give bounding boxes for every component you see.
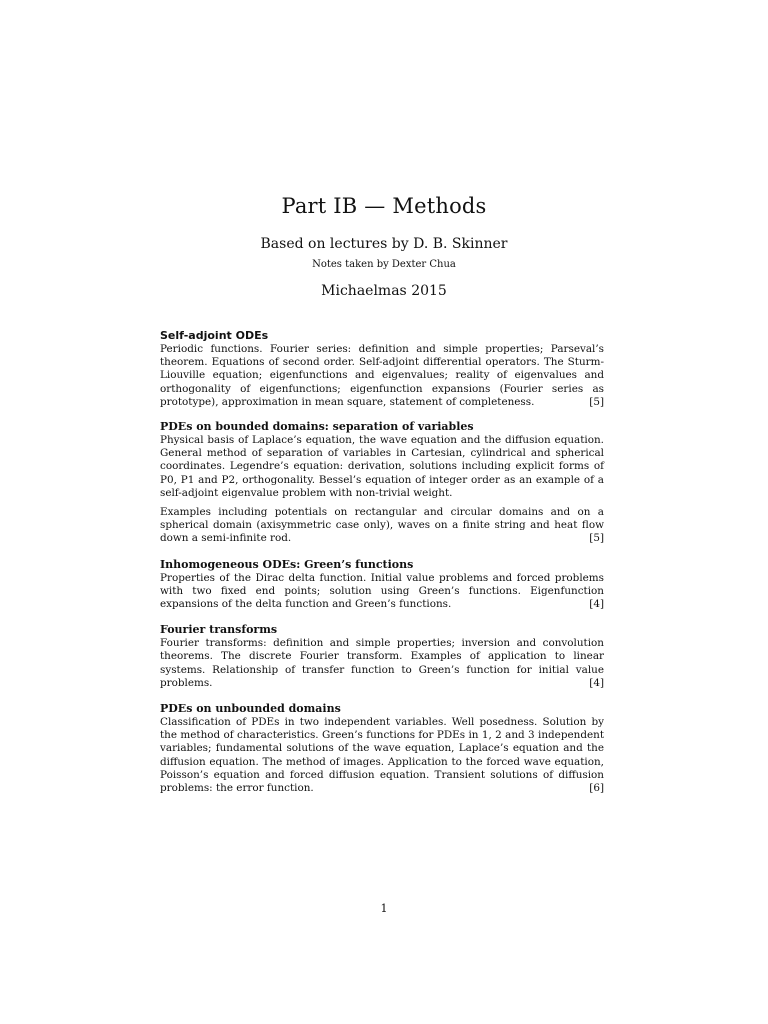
- notes-author-line: Notes taken by Dexter Chua: [312, 259, 456, 270]
- section-heading: Self-adjoint ODEs: [160, 329, 269, 342]
- section-heading: Fourier transforms: [160, 623, 278, 637]
- section-pdes-bounded-domains: [160, 420, 604, 546]
- page-number: 1: [380, 902, 388, 915]
- section-heading: PDEs on unbounded domains: [160, 702, 341, 716]
- section-paragraph: Classification of PDEs in two independent variables. Well posedness. Solution by the method of characteristics. Green’s functions for PDEs in 1, 2 and 3 independent variables; fundamental solutions of the wave equation, Laplace’s equation and the diffusion equation. The method of images. Application to the forced wave equation, Poisson’s equation and forced diffusion equation. Transient solutions of diffusion problems: the error function. [6]: [160, 716, 604, 795]
- term-line: Michaelmas 2015: [321, 283, 447, 299]
- lecture-hours: [5]: [589, 395, 604, 408]
- section-inhomogeneous-odes: [160, 558, 604, 612]
- section-paragraph: Properties of the Dirac delta function. Initial value problems and forced problems with two fixed end points; solution using Green’s functions. Eigenfunction expansions of the delta function and Green’s functions. [4]: [160, 571, 604, 611]
- section-paragraph: Periodic functions. Fourier series: definition and simple properties; Parseval’s theorem. Equations of second order. Self-adjoint differential operators. The Sturm-Liouville equation; eigenfunctions and eigenvalues; reality of eigenvalues and orthogonality of eigenfunctions; eigenfunction expansions (Fourier series as prototype), approximation in mean square, statement of completeness. [5]: [160, 343, 604, 408]
- document-title: Part IB — Methods: [281, 194, 487, 218]
- section-heading: Inhomogeneous ODEs: Green’s functions: [160, 557, 414, 571]
- section-pdes-unbounded-domains: [160, 702, 604, 795]
- lecture-hours: [4]: [589, 676, 604, 689]
- lecture-hours: [6]: [589, 782, 604, 795]
- section-self-adjoint-odes: [160, 329, 604, 409]
- section-fourier-transforms: [160, 623, 604, 690]
- syllabus: [160, 329, 604, 795]
- lecture-hours: [4]: [589, 598, 604, 611]
- lecture-hours: [5]: [589, 532, 604, 545]
- section-paragraph: Fourier transforms: definition and simple properties; inversion and convolution theorems. The discrete Fourier transform. Examples of application to linear systems. Relationship of transfer function to Green’s function for initial value problems. [4]: [160, 637, 604, 689]
- section-paragraph: Examples including potentials on rectangular and circular domains and on a spherical domain (axisymmetric case only), waves on a finite string and heat flow down a semi-infinite rod. [5]: [160, 506, 604, 545]
- lecturer-line: Based on lectures by D. B. Skinner: [260, 236, 508, 252]
- section-paragraph: Physical basis of Laplace’s equation, the wave equation and the diffusion equation. General method of separation of variables in Cartesian, cylindrical and spherical coordinates. Legendre’s equation: derivation, solutions including explicit forms of P0, P1 and P2, orthogonality. Bessel’s equation of integer order as an example of a self-adjoint eigenvalue problem with non-trivial weight.: [160, 434, 604, 499]
- section-heading: PDEs on bounded domains: separation of variables: [160, 420, 474, 434]
